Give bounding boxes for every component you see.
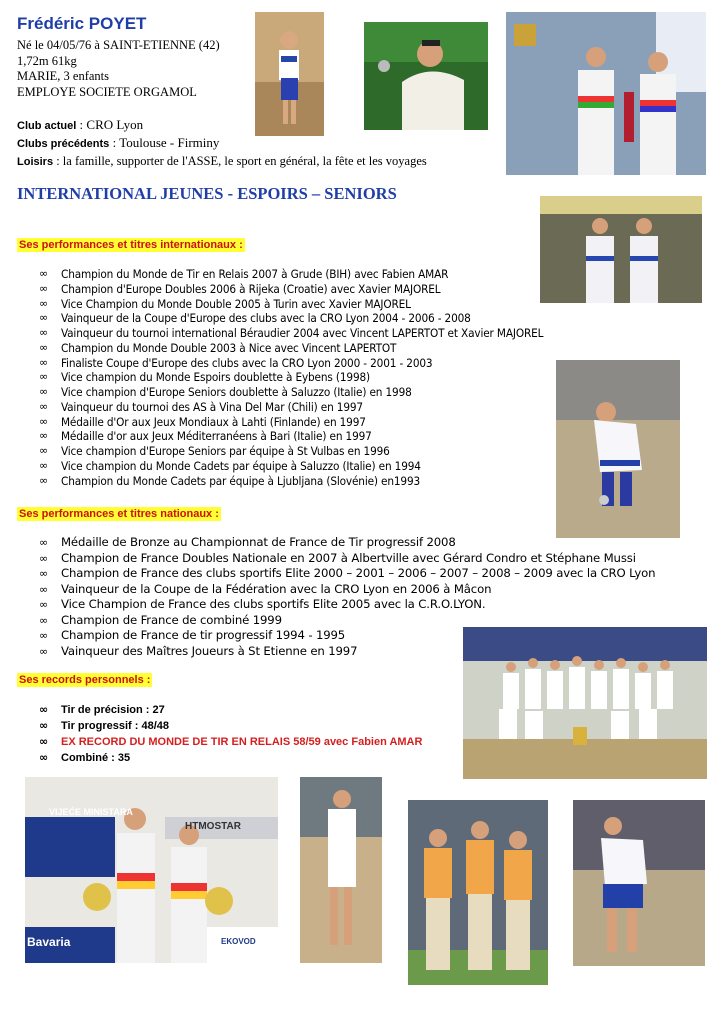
list-item: ∞ Vainqueur de la Coupe de la Fédération avec la CRO Lyon en 2006 à Mâcon <box>17 582 655 598</box>
job-info: EMPLOYE SOCIETE ORGAMOL <box>17 84 197 99</box>
list-item: ∞ Vainqueur du tournoi international Béraudier 2004 avec Vincent LAPERTOT et Xavier MAJOREL <box>17 326 543 341</box>
photo-medal-ceremony <box>25 777 278 963</box>
previous-clubs-label: Clubs précédents <box>17 138 110 150</box>
list-item: ∞ Champion de France Doubles Nationale en 2007 à Albertville avec Gérard Condro et Stéphane Mussi <box>17 551 655 567</box>
list-item: ∞ Médaille de Bronze au Championnat de France de Tir progressif 2008 <box>17 535 655 551</box>
national-heading-wrap <box>17 504 221 522</box>
photo-three-players <box>408 800 548 985</box>
leisure-value: : la famille, supporter de l'ASSE, le sport en général, la fête et les voyages <box>53 154 427 168</box>
leisure <box>17 152 427 171</box>
physique-info: 1,72m 61kg <box>17 53 77 68</box>
list-item: ∞ Champion de France de combiné 1999 <box>17 613 655 629</box>
list-item: ∞ Vice champion d'Europe Seniors doublette à Saluzzo (Italie) en 1998 <box>17 385 543 400</box>
list-item: ∞ Champion d'Europe Doubles 2006 à Rijeka (Croatie) avec Xavier MAJOREL <box>17 282 543 297</box>
sponsor-text: Bavaria <box>27 935 71 949</box>
photo-player-bowling <box>556 360 680 538</box>
national-heading: Ses performances et titres nationaux : <box>19 508 219 520</box>
current-club-value: : CRO Lyon <box>76 117 144 132</box>
banner-left-text: VIJEĆE MINISTARA <box>49 807 133 817</box>
list-item: ∞ Vainqueur des Maîtres Joueurs à St Etienne en 1997 <box>17 644 655 660</box>
list-item: ∞ Vice Champion de France des clubs sportifs Elite 2005 avec la C.R.O.LYON. <box>17 597 655 613</box>
international-heading: Ses performances et titres internationaux : <box>19 239 243 251</box>
list-item: ∞ Tir progressif : 48/48 <box>17 718 422 734</box>
athlete-name: Frédéric POYET <box>17 14 147 33</box>
world-record-item: ∞ EX RECORD DU MONDE DE TIR EN RELAIS 58/59 avec Fabien AMAR <box>17 734 422 750</box>
photo-two-players-arena <box>540 196 702 303</box>
list-item: ∞ Vainqueur de la Coupe d'Europe des clubs avec la CRO Lyon 2004 - 2006 - 2008 <box>17 311 543 326</box>
list-item: ∞ Vice champion du Monde Espoirs doublette à Eybens (1998) <box>17 370 543 385</box>
list-item: ∞ Finaliste Coupe d'Europe des clubs avec la CRO Lyon 2000 - 2001 - 2003 <box>17 356 543 371</box>
list-item: ∞ Champion de France de tir progressif 1994 - 1995 <box>17 628 655 644</box>
current-club-label: Club actuel <box>17 120 77 132</box>
section-title: INTERNATIONAL JEUNES - ESPOIRS – SENIORS <box>17 184 397 203</box>
list-item: ∞ Champion du Monde Double 2003 à Nice avec Vincent LAPERTOT <box>17 341 543 356</box>
previous-clubs-value: : Toulouse - Firminy <box>109 135 220 150</box>
list-item: ∞ Champion de France des clubs sportifs Elite 2000 – 2001 – 2006 – 2007 – 2008 – 2009 avec la CRO Lyon <box>17 566 655 582</box>
photo-team-group <box>463 627 707 779</box>
list-item: ∞ Tir de précision : 27 <box>17 702 422 718</box>
list-item: ∞ Vainqueur du tournoi des AS à Vina Del Mar (Chili) en 1997 <box>17 400 543 415</box>
list-item: ∞ Vice champion d'Europe Seniors par équipe à St Vulbas en 1996 <box>17 444 543 459</box>
photo-player-throwing-1 <box>255 12 324 136</box>
international-heading-wrap <box>17 235 245 253</box>
photo-player-standing <box>300 777 382 963</box>
records-heading-wrap <box>17 670 152 688</box>
records-heading: Ses records personnels : <box>19 674 151 686</box>
family-info: MARIE, 3 enfants <box>17 69 109 83</box>
athlete-bio <box>17 38 220 100</box>
photo-player-throwing-2 <box>364 22 488 130</box>
list-item: ∞ Champion du Monde Cadets par équipe à Ljubljana (Slovénie) en1993 <box>17 474 543 489</box>
banner-right-text: HTMOSTAR <box>185 821 241 832</box>
photo-player-throwing-3 <box>573 800 705 966</box>
leisure-label: Loisirs <box>17 156 54 168</box>
birth-info: Né le 04/05/76 à SAINT-ETIENNE (42) <box>17 38 220 52</box>
sponsor2-text: EKOVOD <box>221 937 256 946</box>
international-list <box>17 267 543 488</box>
list-item: ∞ Vice champion du Monde Cadets par équipe à Saluzzo (Italie) en 1994 <box>17 459 543 474</box>
list-item: ∞ Champion du Monde de Tir en Relais 2007 à Grude (BIH) avec Fabien AMAR <box>17 267 543 282</box>
list-item: ∞ Vice Champion du Monde Double 2005 à Turin avec Xavier MAJOREL <box>17 297 543 312</box>
records-list <box>17 702 422 766</box>
list-item: ∞ Médaille d'Or aux Jeux Mondiaux à Lahti (Finlande) en 1997 <box>17 415 543 430</box>
previous-clubs <box>17 135 427 152</box>
list-item: ∞ Combiné : 35 <box>17 750 422 766</box>
list-item: ∞ Médaille d'or aux Jeux Méditerranéens à Bari (Italie) en 1997 <box>17 429 543 444</box>
photo-podium-trophies <box>506 12 706 175</box>
